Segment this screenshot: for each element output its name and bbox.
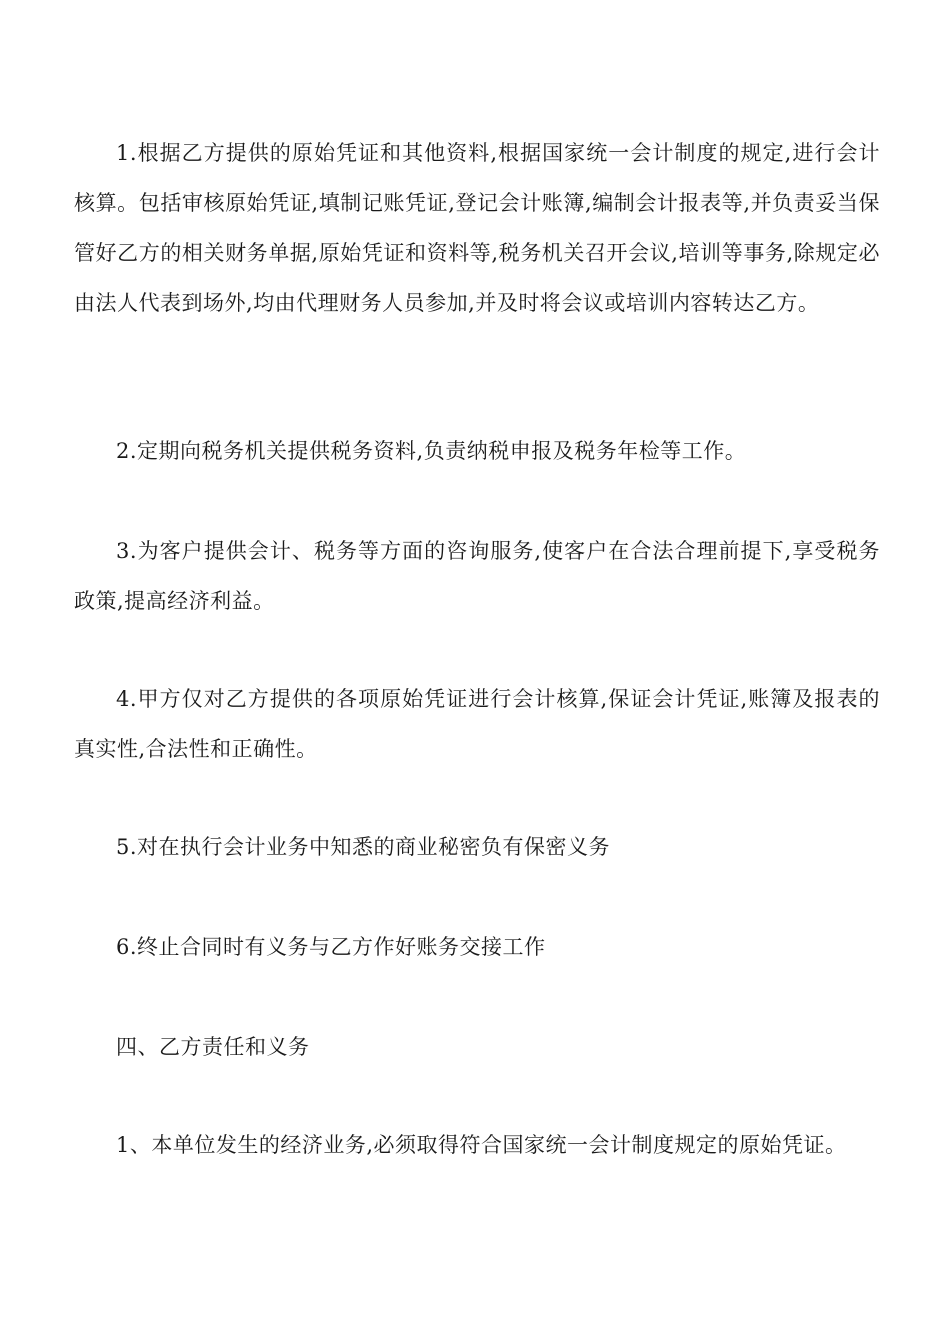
section-heading: 四、乙方责任和义务 [116, 1035, 310, 1059]
clause-paragraph-party-b-1: 1、本单位发生的经济业务,必须取得符合国家统一会计制度规定的原始凭证。 [116, 1133, 847, 1157]
clause-paragraph-4: 4.甲方仅对乙方提供的各项原始凭证进行会计核算,保证会计凭证,账簿及报表的真实性,合法性和正确性。 [74, 687, 880, 761]
clause-paragraph-6: 6.终止合同时有义务与乙方作好账务交接工作 [116, 935, 546, 959]
clause-paragraph-5: 5.对在执行会计业务中知悉的商业秘密负有保密义务 [116, 835, 611, 859]
clause-paragraph-1: 1.根据乙方提供的原始凭证和其他资料,根据国家统一会计制度的规定,进行会计核算。包括审核原始凭证,填制记账凭证,登记会计账簿,编制会计报表等,并负责妥当保管好乙方的相关财务单据,原始凭证和资料等,税务机关召开会议,培训等事务,除规定必由法人代表到场外,均由代理财务人员参加,并及时将会议或培训内容转达乙方。 [74, 141, 880, 315]
clause-paragraph-3: 3.为客户提供会计、税务等方面的咨询服务,使客户在合法合理前提下,享受税务政策,提高经济利益。 [74, 539, 880, 613]
clause-paragraph-2: 2.定期向税务机关提供税务资料,负责纳税申报及税务年检等工作。 [116, 439, 747, 463]
